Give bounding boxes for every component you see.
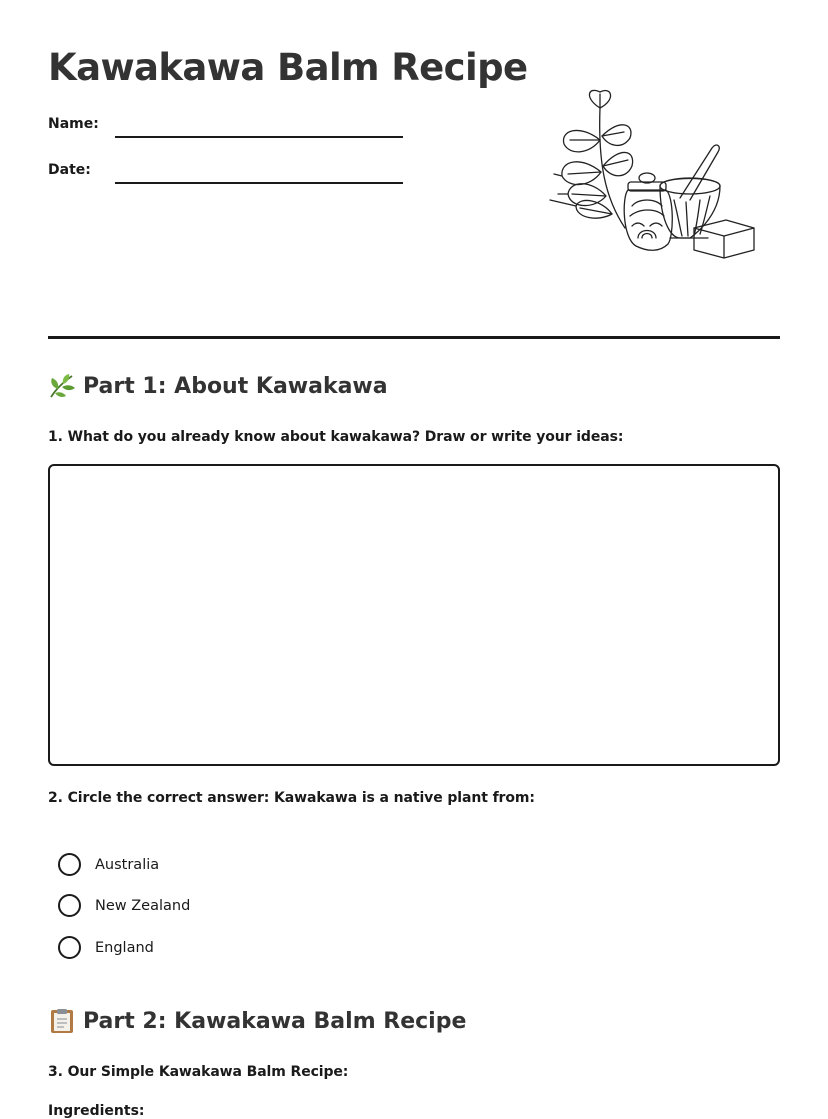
name-field xyxy=(48,116,403,132)
question-1: 1. What do you already know about kawakawa? Draw or write your ideas: xyxy=(48,429,624,445)
date-field xyxy=(48,162,403,178)
option-new-zealand[interactable] xyxy=(58,894,190,917)
part1-heading-text: Part 1: About Kawakawa xyxy=(83,373,388,399)
part2-heading xyxy=(48,1008,466,1034)
ingredients-label: Ingredients: xyxy=(48,1103,145,1119)
option-england[interactable] xyxy=(58,936,154,959)
name-input-line[interactable] xyxy=(115,136,403,138)
kawakawa-illustration xyxy=(540,88,760,266)
question-3: 3. Our Simple Kawakawa Balm Recipe: xyxy=(48,1064,349,1080)
beeswax-block-icon xyxy=(694,220,754,258)
clipboard-icon xyxy=(48,1008,76,1034)
radio-circle[interactable] xyxy=(58,936,81,959)
date-input-line[interactable] xyxy=(115,182,403,184)
jar-icon xyxy=(624,173,672,250)
part2-heading-text: Part 2: Kawakawa Balm Recipe xyxy=(83,1008,467,1034)
option-label: Australia xyxy=(95,856,160,873)
option-australia[interactable] xyxy=(58,853,159,876)
question-2: 2. Circle the correct answer: Kawakawa is a native plant from: xyxy=(48,790,535,806)
part1-heading xyxy=(48,373,388,399)
radio-circle[interactable] xyxy=(58,853,81,876)
name-label: Name: xyxy=(48,116,99,132)
section-divider xyxy=(48,336,780,339)
ideas-answer-box[interactable] xyxy=(48,464,780,766)
option-label: New Zealand xyxy=(95,897,191,914)
radio-circle[interactable] xyxy=(58,894,81,917)
herb-leaf-icon xyxy=(48,373,76,399)
page-title: Kawakawa Balm Recipe xyxy=(48,46,528,89)
option-label: England xyxy=(95,939,154,956)
kawakawa-branch-icon xyxy=(550,90,633,228)
date-label: Date: xyxy=(48,162,91,178)
